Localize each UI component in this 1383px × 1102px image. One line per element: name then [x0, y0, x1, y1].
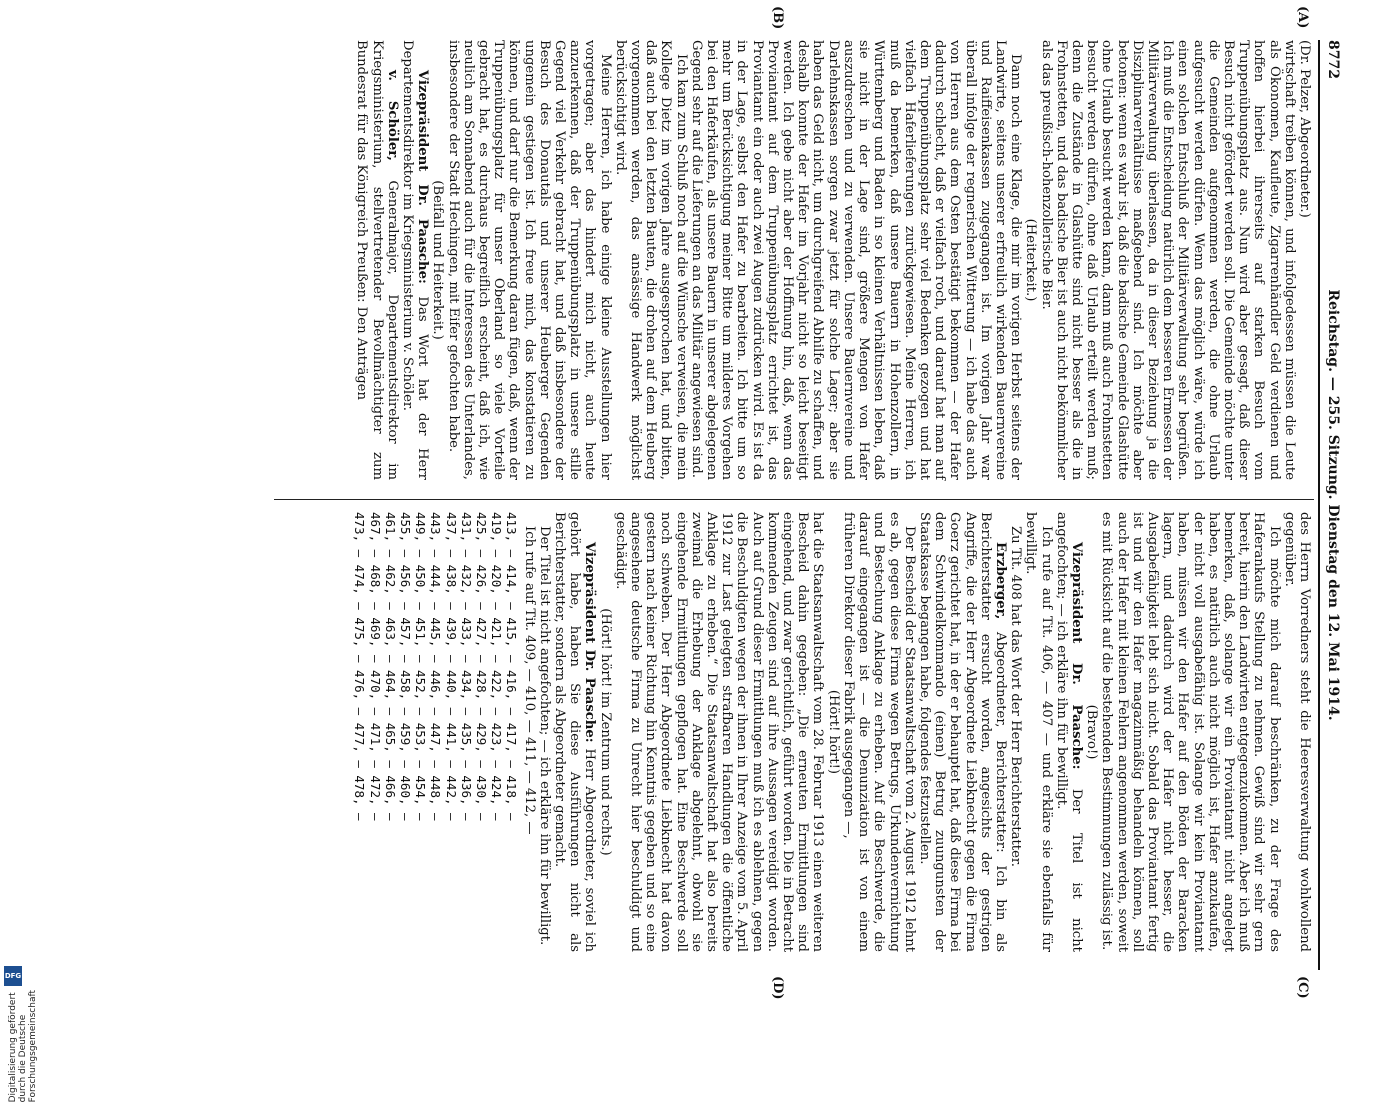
speaker-name: Vizepräsident Dr. Paasche: — [582, 542, 598, 743]
paragraph: Ich möchte mich darauf beschränken, zu der Frage des Haferankaufs Stellung zu nehmen. Gewiß sind wir sehr gern bereit, hierin den Landwirten entgegenzukommen. Aber ich muß bemerken, daß, solange wir ein Proviantamt nicht angelegt haben, es natürlich auch nicht möglich ist, Hafer anzukaufen, der nicht voll ausgabefähig ist. Solange wir kein Proviantamt haben, müssen wir den Hafer auf den Böden der Baracken lagern, und dadurch wird der Hafer nicht besser, die Ausgabefähigkeit lebt sich nicht. Sobald das Proviantamt fertig ist und wir den Hafer magazinmäßig behandeln können, soll auch der Hafer mit kleinen Fehlern angenommen werden, soweit es mit Rücksicht auf die bestehenden Bestimmungen zulässig ist. — [1099, 512, 1282, 952]
paragraph: Meine Herren, ich habe einige kleine Ausstellungen hier vorgetragen; aber das hindert mich nicht, auch heute anzuerkennen, daß der Truppenübungsplatz in unsere stille Gegend viel Verkehr gebracht hat, und daß insbesondere der Besuch des Donautals und unserer Heuberger Gegenden ungemein gestiegen ist. Ich freue mich, das konstatieren zu können, und darf nur die Bemerkung daran fügen, daß, wenn der Truppenübungsplatz für unser Oberland so viele Vorteile gebracht hat, es durchaus begreiflich erscheint, daß ich, wie neulich am Sonnabend auch für die Interessen des Unterlandes, insbesondere der Stadt Hechingen, mit Eifer gefochten habe. — [445, 40, 613, 480]
speech-paragraph — [400, 40, 430, 480]
paragraph: hat die Staatsanwaltschaft vom 28. Februar 1913 einen weiteren Bescheid dahin gegeben: „Die erneuten Ermittlungen sind eingehend, und zwar gerichtlich, geführt worden. Die in Betracht kommenden Zeugen sind auf ihre Aussagen vereidigt worden. Auch auf Grund dieser Ermittlungen muß ich es ablehnen, gegen die Beschuldigten wegen der ihnen in Ihrer Anzeige vom 5. April 1912 zur Last gelegten strafbaren Handlungen die öffentliche Anklage zu erheben.“ Die Staatsanwaltschaft hat also bereits zweimal die Erhebung der Anklage abgelehnt, obwohl sie eingehende Ermittlungen gepflogen hat. Eine Beschwerde soll noch schweben. Der Herr Abgeordnete Liebknecht hat davon gestern nach keiner Richtung hin Kenntnis gegeben und so eine angesehene deutsche Firma zu Unrecht hier beschuldigt und geschädigt. — [612, 512, 826, 952]
rotated-page — [80, 6, 1341, 1000]
margin-mark-c: (C) — [1295, 976, 1310, 999]
speech-paragraph — [552, 512, 598, 952]
number-row: 449, — 450, — 451, — 452, — 453, — 454, — — [413, 512, 429, 821]
number-row: 443, — 444, — 445, — 446, — 447, — 448, — — [428, 512, 444, 821]
interjection: (Hört! hört!) — [825, 689, 841, 775]
funding-sidenote: Digitalisierung gefördert durch die Deutsche Forschungsgemeinschaft — [8, 990, 38, 1102]
paragraph: des Herrn Vorredners steht die Heeresverwaltung wohlwollend gegenüber. — [1281, 512, 1312, 952]
page-title: Reichstag. — 255. Sitzung. Dienstag den 12. Mai 1914. — [1325, 289, 1341, 721]
paragraph: Ich kam zum Schluß noch auf die Wünsche verweisen, die mein Kollege Dietz im vorigen Jahre ausgesprochen hat, und bitten, daß auch bei den letzten Bauten, die drohen auf dem Heuberg vorgenommen werden, das ansässige Handwerk möglichst berücksichtigt wird. — [612, 40, 689, 480]
interjection: (Heiterkeit.) — [1023, 218, 1039, 302]
left-column — [354, 40, 1312, 480]
header-rule — [1319, 40, 1321, 970]
margin-mark-b: (B) — [770, 6, 785, 30]
speaker-name: Vizepräsident Dr. Paasche: — [1068, 542, 1084, 770]
speech-text: Abgeordneter, Berichterstatter: Ich bin als Berichterstatter ersucht worden, angesichts der gestrigen Angriffe, die der Herr Abgeordnete Liebknecht gegen die Firma Goerz gerichtet hat, in der er behauptet hat, daß diese Firma bei dem Schwindelkommando (einen) Betrug zuungunsten der Staatskasse begangen habe, folgendes festzustellen. — [916, 512, 1008, 952]
paragraph: Dann noch eine Klage, die mir im vorigen Herbst seitens der Landwirte, seitens unserer erfreulich wirkenden Bauernvereine und Raiffeisenkassen zugegangen ist. Im vorigen Jahr war überall infolge der regnerischen Witterung — ich habe das auch von Herren aus dem Osten bestätigt bekommen — der Hafer dadurch schlecht, daß er vielfach roch, und darauf hat man auf dem Truppenübungsplatz sehr viel Bedenken gezogen und hat vielfach Haferlieferungen zurückgewiesen. Meine Herren, ich muß da bemerken, daß unsere Bauern in Hohenzollern, in Württemberg und Baden in so kleinen Verhältnissen leben, daß sie nicht in der Lage sind, größere Mengen von Hafer auszudreschen und zu verwenden. Unsere Bauernvereine und Darlehnskassen sorgen zwar jetzt für solche Lager; aber sie haben das Geld nicht, um durchgreifend Abhilfe zu schaffen, und deshalb konnte der Hafer im Vorjahr nicht so leicht beseitigt werden. Ich gebe nicht aber der Hoffnung hin, daß, wenn das Proviantamt auf dem Truppenübungsplatz errichtet ist, das Proviantamt ein oder auch zwei Augen zudrücken wird. Es ist da in der Lage, selbst den Hafer zu bearbeiten. Ich bitte um so mehr um Berücksichtigung meiner Bitte um milderes Vorgehen bei den Haferkäufen, als unsere Bauern in unserer abgelegenen Gegend sehr auf die Lieferungen an das Militär angewiesen sind. — [688, 40, 1024, 480]
page-header — [1320, 40, 1340, 970]
number-row: 437, — 438, — 439, — 440, — 441, — 442, — — [443, 512, 459, 821]
margin-mark-a: (A) — [1295, 6, 1310, 29]
speaker-name: Erzberger, — [992, 542, 1008, 620]
speech-text: Generalmajor, Departementsdirektor im Kriegsministerium, stellvertretender Bevollmächtigter zum Bundesrat für das Königreich Preußen: Den Anträgen — [354, 40, 400, 480]
speaker-name: v. Schöler, — [384, 70, 400, 161]
page-number: 8772 — [1325, 40, 1341, 79]
paragraph: wirtschaft treiben können, und infolgedessen müssen die Leute als Ökonomen, Kaufleute, Zigarrenhändler Geld verdienen und hoffen hierbei ihrerseits auf starken Besuch vom Truppenübungsplatz aus. Nun wird aber gesagt, daß dieser Besuch nicht gefördert werden soll. Die Gemeinde möchte unter die Gemeinden aufgenommen werden, die ohne Urlaub aufgesucht werden dürfen. Wenn das möglich wäre, würde ich einen solchen Entschluß der Militärverwaltung sehr begrüßen. Ich muß die Entscheidung natürlich dem besseren Ermessen der Militärverwaltung überlassen, da in dieser Beziehung ja die Disziplinarverhältnisse maßgebend sind. Ich möchte aber betonen: wenn es wahr ist, daß die badische Gemeinde Glashütte ohne Urlaub besucht werden kann, dann muß auch Frohnstetten besucht werden dürfen, ohne daß Urlaub erteilt werden muß; denn die Zustände in Glashütte sind nicht besser als die in Frohnstetten, und das badische Bier ist auch nicht bekömmlicher als das preußisch-hohenzollerische Bier. — [1038, 40, 1297, 480]
column-separator — [274, 499, 1314, 500]
number-row: 461, — 462, — 463, — 464, — 465, — 466, — — [382, 512, 398, 821]
title-number-list — [352, 512, 519, 952]
number-row: 455, — 456, — 457, — 458, — 459, — 460, — — [398, 512, 414, 821]
speech-text: Herr Abgeordneter, soviel ich gehört habe, haben Sie diese Ausführungen nicht als Berichterstatter, sondern als Abgeordneter gemacht. — [552, 512, 598, 952]
paragraph: Ich rufe auf Tit. 409, — 410, — 411, — 412, — — [521, 526, 537, 835]
number-row: 431, — 432, — 433, — 434, — 435, — 436, — — [458, 512, 474, 821]
speaker-name: Vizepräsident Dr. Paasche: — [415, 70, 431, 284]
number-row: 419, — 420, — 421, — 422, — 423, — 424, — — [489, 512, 505, 821]
speech-paragraph — [1054, 512, 1084, 952]
margin-mark-d: (D) — [770, 976, 785, 1000]
interjection: (Beifall und Heiterkeit.) — [430, 180, 446, 340]
paragraph: Ich rufe auf Tit. 406, — 407 — und erkläre sie ebenfalls für bewilligt. — [1023, 512, 1054, 952]
speaker-note: (Dr. Pelzer, Abgeordneter.) — [1297, 40, 1312, 218]
dfg-logo: DFG — [4, 966, 22, 986]
speech-text: Das Wort hat der Herr Departementsdirektor im Kriegsministerium v. Schöler. — [400, 40, 431, 480]
interjection: (Hört! hört! im Zentrum und rechts.) — [597, 608, 613, 856]
paragraph: Der Titel ist nicht angefochten; — ich erkläre ihn für bewilligt. — [536, 526, 552, 946]
speech-paragraph — [917, 512, 1008, 952]
right-column — [352, 512, 1312, 952]
number-row: 467, — 468, — 469, — 470, — 471, — 472, — — [367, 512, 383, 821]
interjection: (Bravo!) — [1084, 704, 1100, 760]
speech-paragraph — [354, 40, 400, 480]
number-row: 473, — 474, — 475, — 476, — 477, — 478, — — [352, 512, 368, 821]
paragraph: Zu Tit. 408 hat das Wort der Herr Berichterstatter. — [1008, 526, 1024, 867]
number-row: 413, — 414, — 415, — 416, — 417, — 418, — — [504, 512, 520, 821]
number-row: 425, — 426, — 427, — 428, — 429, — 430, — — [474, 512, 490, 821]
paragraph: Der Bescheid der Staatsanwaltschaft vom 2. August 1912 lehnt es ab, gegen diese Firma wegen Betrugs, Urkundenvernichtung und Bestechung Anklage zu erheben. Auf die Beschwerde, die darauf eingegangen ist — die Denunziation ist von einem früheren Direktor dieser Fabrik ausgegangen —, — [840, 512, 917, 952]
speech-text: Der Titel ist nicht angefochten; — ich erkläre ihn für bewilligt. — [1053, 512, 1084, 952]
